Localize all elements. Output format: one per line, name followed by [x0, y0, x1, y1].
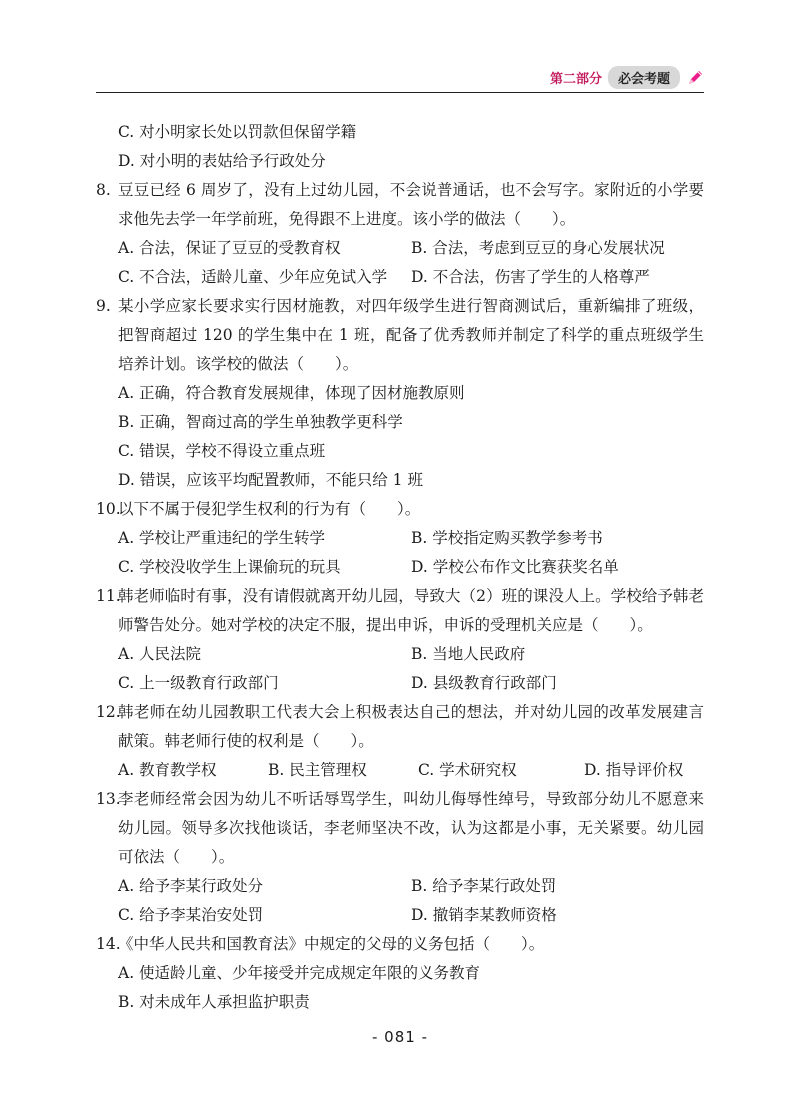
question-10: [96, 495, 704, 524]
question-text: 豆豆已经 6 周岁了，没有上过幼儿园，不会说普通话，也不会写字。家附近的小学要求他先去学一年学前班，免得跟不上进度。该小学的做法（ ）。: [118, 181, 704, 228]
option-a: A. 合法，保证了豆豆的受教育权: [118, 239, 341, 257]
page-header: [96, 64, 704, 93]
question-12: [96, 698, 704, 756]
option-a: A. 正确，符合教育发展规律，体现了因材施教原则: [118, 384, 465, 402]
question-number: 13.: [96, 790, 121, 808]
question-text: 以下不属于侵犯学生权利的行为有（ ）。: [118, 500, 421, 518]
option-a: A. 给予李某行政处分: [118, 877, 264, 895]
question-number: 14.: [96, 935, 121, 953]
option-b: B. 合法，考虑到豆豆的身心发展状况: [411, 239, 665, 257]
option-c: C. 学校没收学生上课偷玩的玩具: [118, 558, 341, 576]
option-c: C. 给予李某治安处罚: [118, 906, 264, 924]
question-13: [96, 785, 704, 872]
question-12-options: [96, 756, 704, 785]
option-b: B. 当地人民政府: [411, 645, 526, 663]
question-text: 韩老师临时有事，没有请假就离开幼儿园，导致大（2）班的课没人上。学校给予韩老师警告处分。她对学校的决定不服，提出申诉，申诉的受理机关应是（ ）。: [118, 587, 704, 634]
question-number: 8.: [96, 181, 111, 199]
option-c: C. 不合法，适龄儿童、少年应免试入学: [118, 268, 388, 286]
page-number: - 081 -: [372, 1028, 428, 1046]
question-10-options: [96, 524, 704, 582]
question-number: 11.: [96, 587, 121, 605]
question-8: [96, 176, 704, 234]
option-b: B. 学校指定购买教学参考书: [411, 529, 603, 547]
question-13-options: [96, 872, 704, 930]
option-a: A. 使适龄儿童、少年接受并完成规定年限的义务教育: [118, 964, 481, 982]
option-b: B. 给予李某行政处罚: [411, 877, 557, 895]
option-c: C. 上一级教育行政部门: [118, 674, 279, 692]
question-number: 10.: [96, 500, 121, 518]
question-text: 李老师经常会因为幼儿不听话辱骂学生，叫幼儿侮辱性绰号，导致部分幼儿不愿意来幼儿园。领导多次找他谈话，李老师坚决不改，认为这都是小事，无关紧要。幼儿园可依法（ ）。: [118, 790, 704, 866]
question-text: 《中华人民共和国教育法》中规定的父母的义务包括（ ）。: [118, 935, 545, 953]
option-d-prev: D. 对小明的表姑给予行政处分: [118, 152, 326, 170]
option-a: A. 教育教学权: [118, 761, 217, 779]
question-11: [96, 582, 704, 640]
question-number: 9.: [96, 297, 111, 315]
question-11-options: [96, 640, 704, 698]
option-a: A. 人民法院: [118, 645, 202, 663]
question-8-options: [96, 234, 704, 292]
question-9: [96, 292, 704, 379]
option-d: D. 指导评价权: [584, 761, 684, 779]
option-d: D. 错误，应该平均配置教师，不能只给 1 班: [118, 471, 423, 489]
question-14: [96, 930, 704, 959]
option-c-prev: C. 对小明家长处以罚款但保留学籍: [118, 123, 357, 141]
option-d: D. 学校公布作文比赛获奖名单: [411, 558, 619, 576]
section-label: 第二部分: [549, 72, 602, 87]
question-number: 12.: [96, 703, 121, 721]
question-text: 韩老师在幼儿园教职工代表大会上积极表达自己的想法，并对幼儿园的改革发展建言献策。韩老师行使的权利是（ ）。: [118, 703, 704, 750]
option-c: C. 错误，学校不得设立重点班: [118, 442, 326, 460]
question-text: 某小学应家长要求实行因材施教，对四年级学生进行智商测试后，重新编排了班级，把智商超过 120 的学生集中在 1 班，配备了优秀教师并制定了科学的重点班级学生培养计划。该学校的做法（ ）。: [118, 297, 704, 373]
option-c: C. 学术研究权: [418, 761, 517, 779]
pencil-icon: [686, 69, 704, 87]
option-b: B. 民主管理权: [268, 761, 367, 779]
option-a: A. 学校让严重违纪的学生转学: [118, 529, 326, 547]
option-d: D. 撤销李某教师资格: [411, 906, 557, 924]
question-content: [96, 118, 704, 1017]
section-pill: 必会考题: [608, 66, 680, 89]
option-b: B. 正确，智商过高的学生单独教学更科学: [118, 413, 403, 431]
option-d: D. 县级教育行政部门: [411, 674, 557, 692]
option-b: B. 对未成年人承担监护职责: [118, 993, 310, 1011]
option-d: D. 不合法，伤害了学生的人格尊严: [411, 268, 650, 286]
section-header: [550, 66, 704, 89]
